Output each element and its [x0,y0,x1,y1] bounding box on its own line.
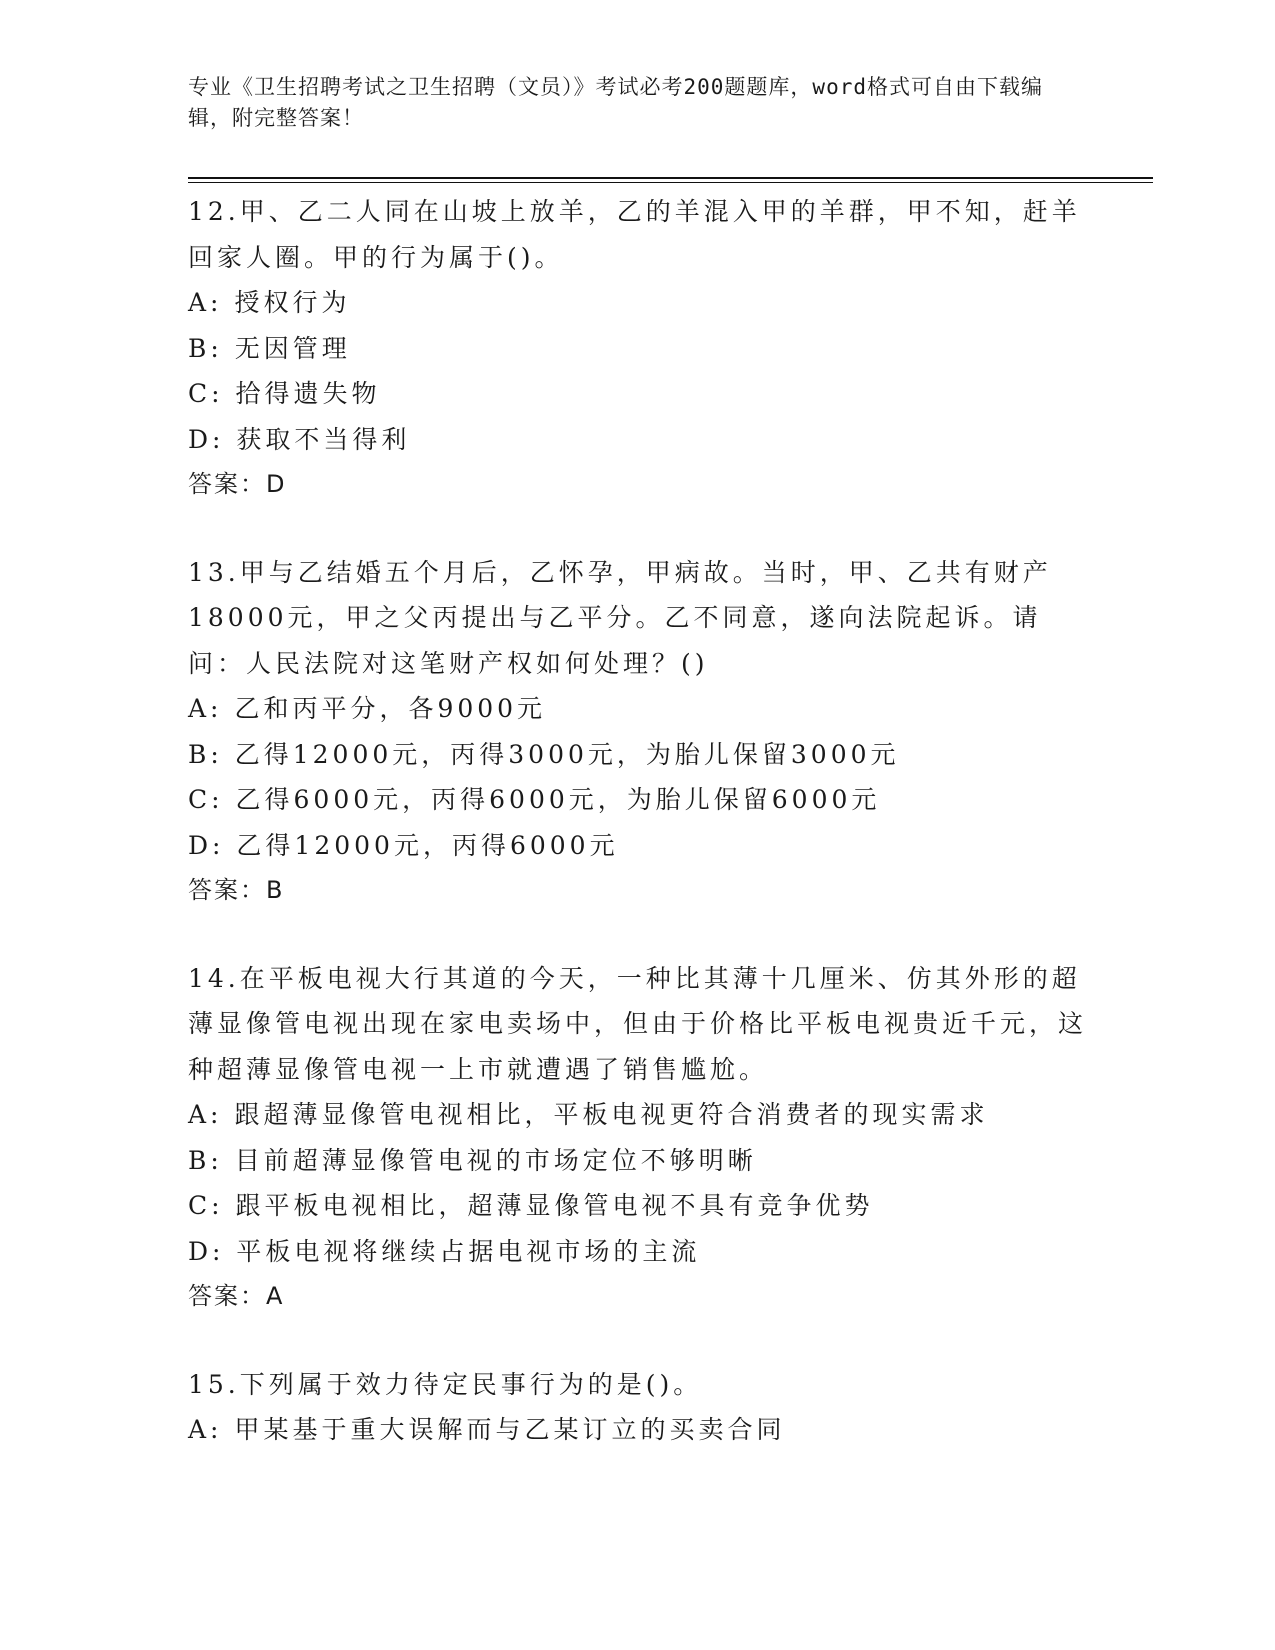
option-b [188,732,1088,778]
option-text: 乙得6000元，丙得6000元，为胎儿保留6000元 [235,785,881,814]
answer-line: 答案：D [188,470,287,498]
option-label: A: [188,694,223,723]
option-label: A: [188,288,223,317]
question-12 [188,189,1088,508]
option-c [188,777,1088,823]
option-d [188,417,1088,463]
option-a [188,1092,1088,1138]
option-text: 跟平板电视相比，超薄显像管电视不具有竞争优势 [235,1191,874,1220]
question-stem: 13.甲与乙结婚五个月后，乙怀孕，甲病故。当时，甲、乙共有财产18000元，甲之父丙提出与乙平分。乙不同意，遂向法院起诉。请问：人民法院对这笔财产权如何处理？() [188,557,1052,678]
option-label: C: [188,379,224,408]
header-divider-thick [188,177,1153,179]
option-text: 甲某基于重大误解而与乙某订立的买卖合同 [234,1415,786,1444]
option-c [188,1183,1088,1229]
question-stem: 14.在平板电视大行其道的今天，一种比其薄十几厘米、仿其外形的超薄显像管电视出现在家电卖场中，但由于价格比平板电视贵近千元，这种超薄显像管电视一上市就遭遇了销售尴尬。 [188,963,1088,1084]
option-text: 乙得12000元，丙得3000元，为胎儿保留3000元 [234,739,900,769]
option-d [188,823,1088,869]
option-text: 乙得12000元，丙得6000元 [236,830,619,860]
option-b [188,1138,1088,1184]
option-label: D: [188,1236,225,1266]
question-stem: 15.下列属于效力待定民事行为的是()。 [188,1369,703,1399]
answer-line: 答案：B [188,876,285,904]
option-label: D: [188,830,225,860]
option-label: B: [188,739,223,769]
option-label: C: [188,1191,224,1220]
option-label: A: [188,1100,223,1129]
option-label: B: [188,1145,223,1175]
question-15 [188,1362,1088,1453]
option-label: B: [188,333,223,363]
option-text: 授权行为 [234,288,351,317]
option-a [188,686,1088,732]
option-a [188,280,1088,326]
option-b [188,326,1088,372]
answer-line: 答案：A [188,1282,285,1310]
question-14 [188,956,1088,1320]
question-stem: 12.甲、乙二人同在山坡上放羊，乙的羊混入甲的羊群，甲不知，赶羊回家人圈。甲的行为属于()。 [188,197,1081,272]
option-label: A: [188,1415,223,1444]
header-divider-thin [188,182,1153,183]
option-text: 跟超薄显像管电视相比，平板电视更符合消费者的现实需求 [234,1100,989,1129]
option-a [188,1407,1088,1453]
option-text: 拾得遗失物 [235,379,381,408]
question-13 [188,550,1088,914]
option-label: D: [188,424,225,454]
question-list [188,189,1088,1495]
option-text: 目前超薄显像管电视的市场定位不够明晰 [234,1145,757,1175]
option-text: 获取不当得利 [236,424,411,454]
option-text: 平板电视将继续占据电视市场的主流 [236,1236,701,1266]
document-header: 专业《卫生招聘考试之卫生招聘（文员）》考试必考200题题库，word格式可自由下载编辑，附完整答案！ [188,75,1043,130]
option-text: 无因管理 [234,333,351,363]
option-label: C: [188,785,224,814]
option-text: 乙和丙平分，各9000元 [234,694,547,723]
option-d [188,1229,1088,1275]
option-c [188,371,1088,417]
